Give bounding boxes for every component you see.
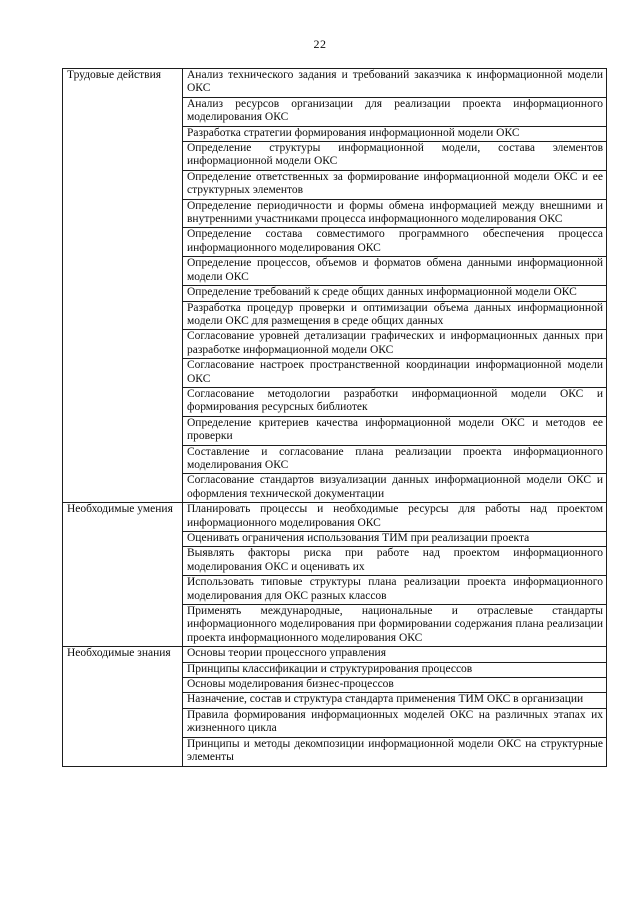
table-cell-item: Согласование настроек пространственной координации информационной модели ОКС xyxy=(183,359,607,388)
table-cell-item: Согласование стандартов визуализации данных информационной модели ОКС и оформления технической документации xyxy=(183,474,607,503)
table-cell-item: Определение процессов, объемов и форматов обмена данными информационной модели ОКС xyxy=(183,257,607,286)
section-title: Необходимые знания xyxy=(67,647,171,660)
table-cell-item: Правила формирования информационных моделей ОКС на различных этапах их жизненного цикла xyxy=(183,708,607,737)
table-cell-item: Выявлять факторы риска при работе над проектом информационного моделирования ОКС и оценивать их xyxy=(183,547,607,576)
table-cell-item: Определение требований к среде общих данных информационной модели ОКС xyxy=(183,286,607,301)
table-cell-item: Использовать типовые структуры плана реализации проекта информационного моделирования для ОКС разных классов xyxy=(183,576,607,605)
table-cell-item: Оценивать ограничения использования ТИМ при реализации проекта xyxy=(183,532,607,547)
table-cell-item: Составление и согласование плана реализации проекта информационного моделирования ОКС xyxy=(183,445,607,474)
table-cell-item: Определение критериев качества информационной модели ОКС и методов ее проверки xyxy=(183,416,607,445)
competency-table xyxy=(62,68,607,767)
table-cell-item: Принципы классификации и структурирования процессов xyxy=(183,662,607,677)
table-cell-item: Разработка процедур проверки и оптимизации объема данных информационной модели ОКС для размещения в среде общих данных xyxy=(183,301,607,330)
page-number: 22 xyxy=(313,37,327,51)
table-cell-item: Разработка стратегии формирования информационной модели ОКС xyxy=(183,126,607,141)
table-cell-item: Определение ответственных за формирование информационной модели ОКС и ее структурных элементов xyxy=(183,170,607,199)
section-title: Необходимые умения xyxy=(67,503,173,516)
table-cell-item: Применять международные, национальные и отраслевые стандарты информационного моделирования при формировании содержания плана реализации проекта информационного моделирования ОКС xyxy=(183,605,607,647)
section-title-cell xyxy=(63,503,183,647)
table-cell-item: Анализ технического задания и требований заказчика к информационной модели ОКС xyxy=(183,69,607,98)
table-cell-item: Определение периодичности и формы обмена информацией между внешними и внутренними участниками процесса информационного моделирования ОКС xyxy=(183,199,607,228)
table-cell-item: Определение структуры информационной модели, состава элементов информационной модели ОКС xyxy=(183,142,607,171)
table-row xyxy=(63,647,607,662)
table-cell-item: Планировать процессы и необходимые ресурсы для работы над проектом информационного моделирования ОКС xyxy=(183,503,607,532)
table-row xyxy=(63,69,607,98)
table-cell-item: Определение состава совместимого программного обеспечения процесса информационного моделирования ОКС xyxy=(183,228,607,257)
table-row xyxy=(63,503,607,532)
table-cell-item: Согласование уровней детализации графических и информационных данных при разработке информационной модели ОКС xyxy=(183,330,607,359)
table-cell-item: Принципы и методы декомпозиции информационной модели ОКС на структурные элементы xyxy=(183,737,607,766)
table-cell-item: Основы теории процессного управления xyxy=(183,647,607,662)
table-cell-item: Основы моделирования бизнес-процессов xyxy=(183,678,607,693)
table-cell-item: Назначение, состав и структура стандарта применения ТИМ ОКС в организации xyxy=(183,693,607,708)
section-title-cell xyxy=(63,69,183,503)
table-cell-item: Согласование методологии разработки информационной модели ОКС и формирования ресурсных библиотек xyxy=(183,387,607,416)
section-title: Трудовые действия xyxy=(67,69,162,81)
table-cell-item: Анализ ресурсов организации для реализации проекта информационного моделирования ОКС xyxy=(183,97,607,126)
section-title-cell xyxy=(63,647,183,766)
